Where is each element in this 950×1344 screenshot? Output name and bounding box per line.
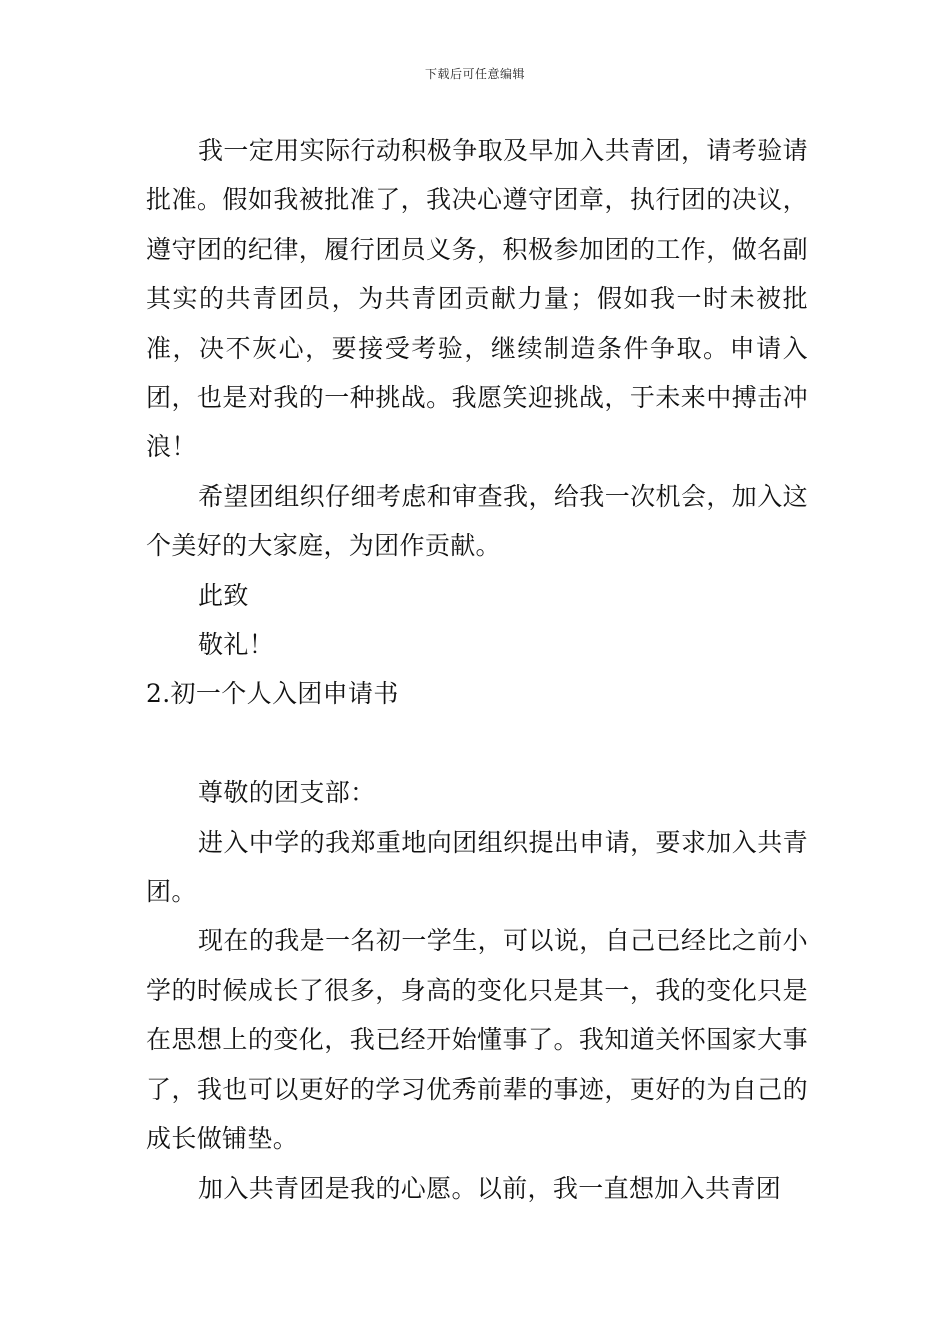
section-title: 2.初一个人入团申请书 xyxy=(146,679,399,709)
salutation: 尊敬的团支部： xyxy=(198,778,376,808)
paragraph-wish: 加入共青团是我的心愿。以前，我一直想加入共青团 xyxy=(198,1173,782,1203)
paragraph-application: 进入中学的我郑重地向团组织提出申请，要求加入共青团。 xyxy=(146,827,808,907)
blank-line xyxy=(146,719,808,768)
paragraph-commitment: 我一定用实际行动积极争取及早加入共青团，请考验请批准。假如我被批准了，我决心遵守团章，执行团的决议，遵守团的纪律，履行团员义务，积极参加团的工作，做名副其实的共青团员，为共青团贡献力量；假如我一时未被批准，决不灰心，要接受考验，继续制造条件争取。申请入团，也是对我的一种挑战。我愿笑迎挑战，于未来中搏击冲浪！ xyxy=(146,136,808,462)
closing-line-2: 敬礼！ xyxy=(198,630,275,660)
paragraph-growth: 现在的我是一名初一学生，可以说，自己已经比之前小学的时候成长了很多，身高的变化只是其一，我的变化只是在思想上的变化，我已经开始懂事了。我知道关怀国家大事了，我也可以更好的学习优秀前辈的事迹，更好的为自己的成长做铺垫。 xyxy=(146,926,808,1154)
paragraph-hope: 希望团组织仔细考虑和审查我，给我一次机会，加入这个美好的大家庭，为团作贡献。 xyxy=(146,481,808,561)
closing-line-1: 此致 xyxy=(198,580,249,610)
header-note: 下载后可任意编辑 xyxy=(424,67,525,81)
document-body xyxy=(146,126,808,1213)
